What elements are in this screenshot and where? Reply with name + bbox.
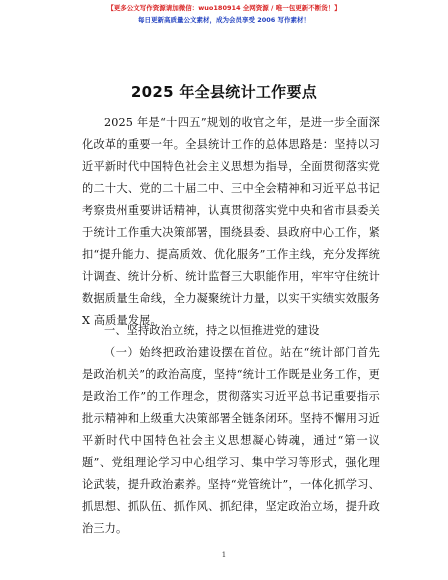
promo-header-line-1: 【更多公文写作资源请加微信：wuo180914 全网资源 / 唯一包更新不断货！】 <box>107 4 341 12</box>
promo-header-line-2: 每日更新高质量公文素材，成为会员享受 2006 写作素材！ <box>137 16 311 24</box>
section-1-heading: 一、坚持政治立统，持之以恒推进党的建设 <box>104 324 320 337</box>
intro-paragraph: 2025 年是“十四五”规划的收官之年，是进一步全面深化改革的重要一年。全县统计工作的总体思路是：坚持以习近平新时代中国特色社会主义思想为指导，全面贯彻落实党的二十大、党的二十届二中、三中全会精神和习近平总书记考察贵州重要讲话精神，认真贯彻落实党中央和省市县委关于统计工作重大决策部署，围绕县委、县政府中心工作，紧扣“提升能力、提高质效、优化服务”工作主线，充分发挥统计调查、统计分析、统计监督三大职能作用，牢牢守住统计数据质量生命线，全力凝聚统计力量，以实干实绩实效服务 X 高质量发展。 <box>82 116 380 327</box>
page-number: 1 <box>221 551 227 559</box>
section-1-paragraph-1: （一）始终把政治建设摆在首位。站在“统计部门首先是政治机关”的政治高度，坚持“统计工作既是业务工作，更是政治工作”的工作理念，贯彻落实习近平总书记重要指示批示精神和上级重大决策部署全链条闭环。坚持不懈用习近平新时代中国特色社会主义思想凝心铸魂，通过“第一议题”、党组理论学习中心组学习、集中学习等形式，强化理论武装，提升政治素养。坚持“党管统计”，一体化抓学习、抓思想、抓队伍、抓作风、抓纪律，坚定政治立场，提升政治三力。 <box>82 346 380 535</box>
document-title: 2025 年全县统计工作要点 <box>130 83 318 101</box>
